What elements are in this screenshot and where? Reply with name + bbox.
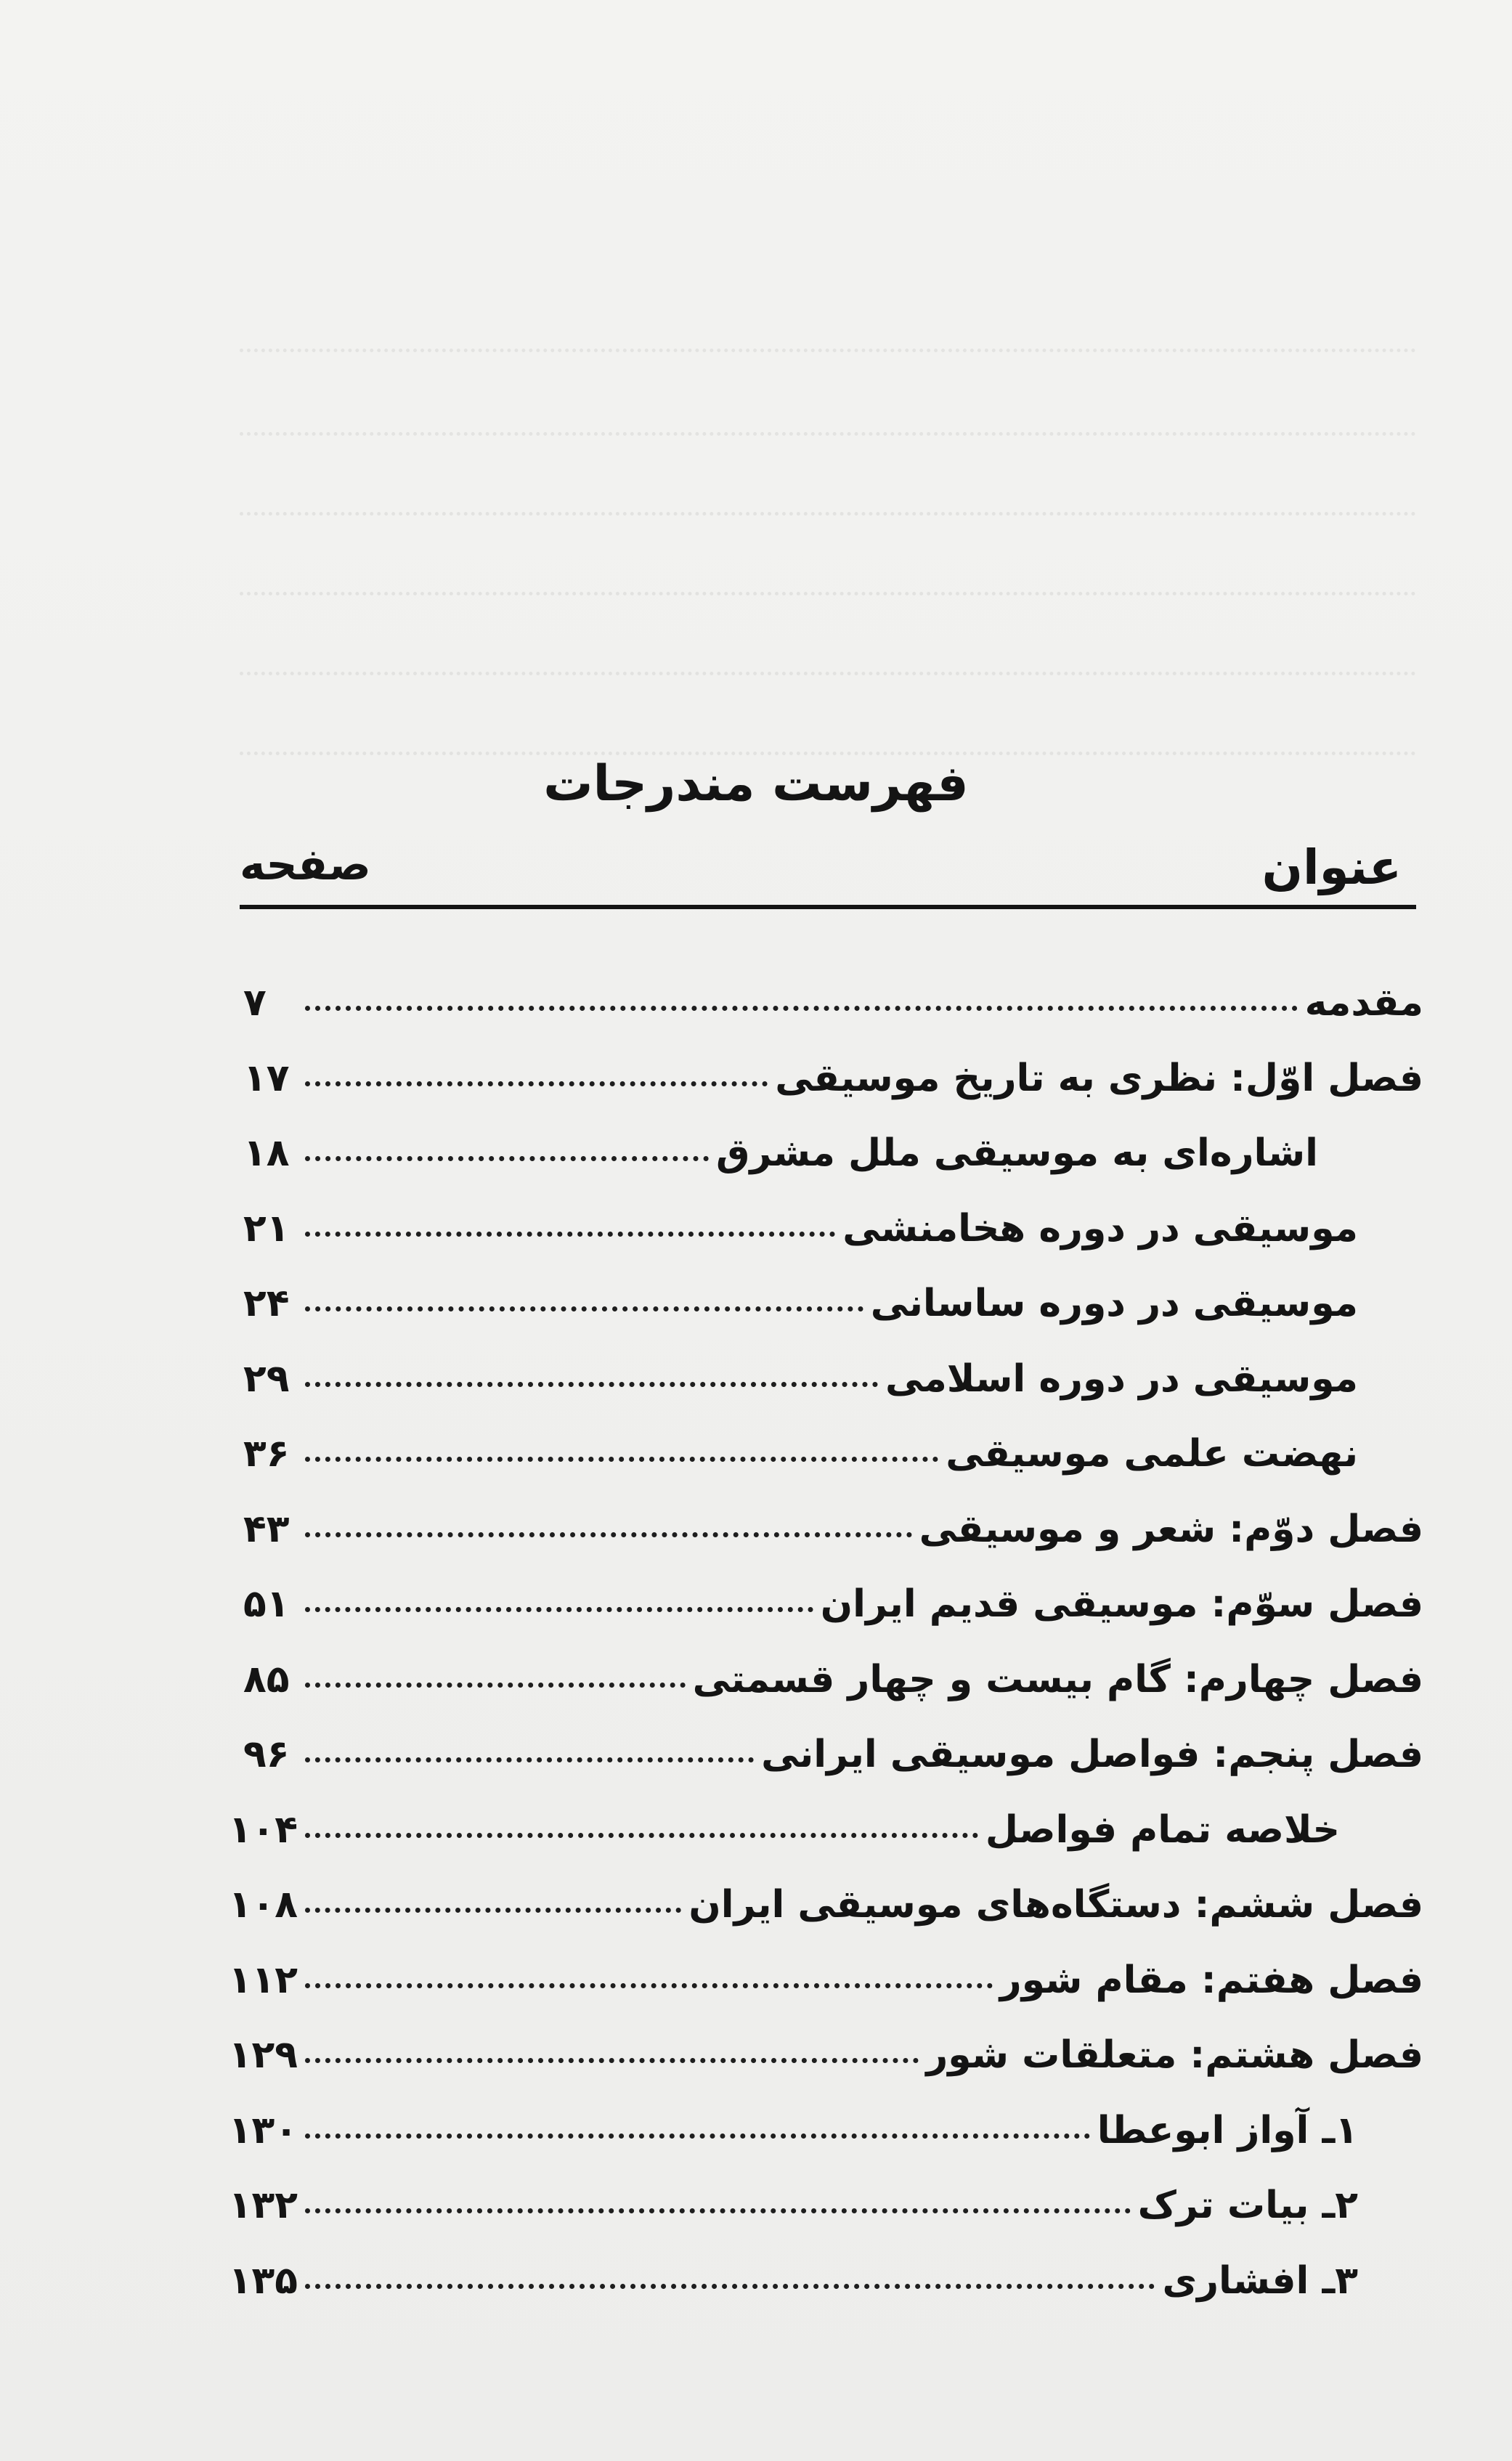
toc-entry [243, 1733, 1423, 1811]
toc-entry-list [228, 981, 1423, 2337]
bleed-through-line [240, 563, 1416, 595]
dot-leader [305, 1306, 863, 1311]
dot-leader [305, 1607, 813, 1612]
toc-entry [243, 1507, 1423, 1586]
toc-entry-page: ۸۵ [243, 1657, 290, 1701]
toc-entry-label: فصل هشتم: متعلقات شور [926, 2033, 1423, 2077]
toc-entry [243, 1432, 1423, 1510]
toc-entry-label: مقدمه [1304, 981, 1423, 1025]
dot-leader [305, 1908, 681, 1913]
toc-entry-label: ۳ـ افشاری [1162, 2258, 1358, 2303]
toc-entry-page: ۱۳۵ [228, 2258, 298, 2303]
toc-title: فهرست مندرجات [543, 755, 969, 813]
dot-leader [305, 1156, 709, 1161]
toc-entry-page: ۱۰۸ [228, 1883, 298, 1927]
toc-entry [243, 1582, 1423, 1661]
bleed-through-line [240, 320, 1416, 352]
toc-entry-label: فصل ششم: دستگاه‌های موسیقی ایران [688, 1883, 1423, 1927]
dot-leader [305, 1683, 686, 1688]
toc-entry-label: فصل چهارم: گام بیست و چهار قسمتی [692, 1657, 1423, 1701]
toc-entry-page: ۱۸ [243, 1131, 290, 1175]
toc-entry-page: ۱۳۲ [228, 2184, 298, 2227]
dot-leader [305, 2058, 919, 2063]
toc-entry-label: فصل دوّم: شعر و موسیقی [919, 1507, 1423, 1551]
toc-entry-label: خلاصه تمام فواصل [985, 1807, 1340, 1852]
bleed-through-line [240, 723, 1416, 755]
column-header-title: عنوان [1261, 839, 1402, 895]
toc-entry [228, 2258, 1423, 2338]
toc-entry [243, 981, 1423, 1059]
bleed-through-line [240, 403, 1416, 436]
toc-entry-label: موسیقی در دوره ساسانی [870, 1282, 1358, 1325]
bleed-through-line [240, 643, 1416, 675]
column-header-page: صفحه [240, 839, 371, 890]
dot-leader [305, 1457, 938, 1462]
toc-entry [228, 1883, 1423, 1961]
dot-leader [305, 1232, 835, 1237]
toc-entry-page: ۴۳ [243, 1507, 290, 1551]
toc-entry-page: ۱۱۲ [228, 1958, 298, 2002]
toc-entry-label: ۲ـ بیات ترک [1137, 2184, 1358, 2227]
toc-entry [243, 1206, 1423, 1285]
dot-leader [305, 1081, 768, 1086]
toc-entry-label: ۱ـ آواز ابوعطا [1097, 2108, 1358, 2152]
toc-entry [243, 1056, 1423, 1135]
toc-entry [243, 1657, 1423, 1736]
toc-entry-page: ۱۳۰ [228, 2108, 298, 2152]
toc-entry-page: ۱۰۴ [228, 1807, 298, 1852]
toc-entry [243, 1356, 1423, 1436]
toc-entry-label: موسیقی در دوره اسلامی [885, 1356, 1358, 1401]
toc-header [240, 835, 1416, 909]
toc-entry-label: نهضت علمی موسیقی [946, 1432, 1358, 1476]
toc-entry-label: اشاره‌ای به موسیقی ملل مشرق [715, 1131, 1318, 1175]
toc-entry-label: فصل پنجم: فواصل موسیقی ایرانی [761, 1733, 1423, 1776]
dot-leader [305, 1757, 754, 1762]
dot-leader [305, 1532, 912, 1537]
toc-entry-label: فصل سوّم: موسیقی قدیم ایران [820, 1582, 1423, 1626]
toc-entry [228, 2033, 1423, 2112]
toc-entry [243, 1131, 1423, 1210]
toc-entry-page: ۱۲۹ [228, 2033, 298, 2077]
dot-leader [305, 1006, 1298, 1011]
toc-entry-page: ۹۶ [243, 1733, 290, 1776]
toc-entry [228, 2184, 1423, 2262]
dot-leader [305, 1983, 993, 1988]
toc-entry [228, 1958, 1423, 2037]
toc-entry-label: فصل هفتم: مقام شور [999, 1958, 1423, 2002]
toc-entry [228, 1807, 1423, 1887]
toc-entry-page: ۲۴ [243, 1282, 290, 1325]
dot-leader [305, 2208, 1131, 2213]
dot-leader [305, 1833, 978, 1838]
toc-entry-page: ۳۶ [243, 1432, 290, 1476]
dot-leader [305, 1382, 878, 1387]
toc-entry-page: ۷ [243, 981, 267, 1025]
toc-entry-label: فصل اوّل: نظری به تاریخ موسیقی [775, 1056, 1423, 1100]
toc-entry-page: ۱۷ [243, 1056, 290, 1100]
toc-entry-page: ۲۹ [243, 1356, 290, 1401]
toc-entry [243, 1282, 1423, 1360]
bleed-through-line [240, 483, 1416, 516]
toc-entry-page: ۲۱ [243, 1206, 290, 1250]
toc-entry-label: موسیقی در دوره هخامنشی [842, 1206, 1358, 1250]
dot-leader [305, 2284, 1155, 2289]
toc-entry [228, 2108, 1423, 2187]
dot-leader [305, 2133, 1090, 2139]
toc-entry-page: ۵۱ [243, 1582, 290, 1626]
